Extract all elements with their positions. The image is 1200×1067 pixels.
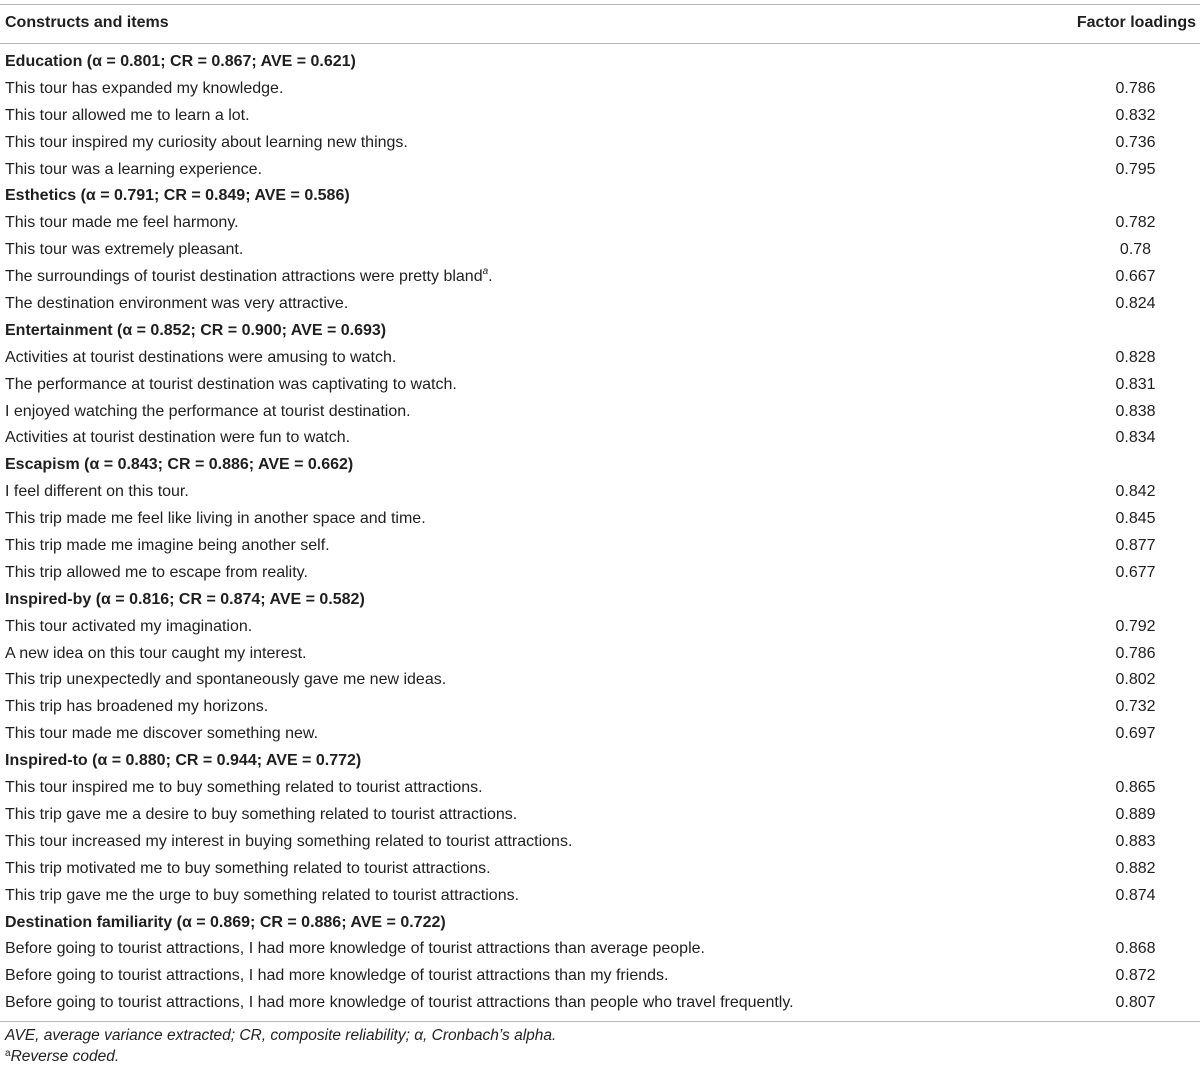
item-statement: This tour allowed me to learn a lot. (5, 106, 250, 124)
construct-name: Inspired-to (5, 752, 88, 770)
factor-loading-value: 0.842 (1115, 483, 1156, 501)
footnote-mark: a (5, 1048, 11, 1059)
construct-stats: (α = 0.852; CR = 0.900; AVE = 0.693) (117, 321, 387, 339)
item-statement: This tour made me discover something new. (5, 725, 319, 743)
construct-heading (5, 748, 361, 775)
table-row (0, 130, 1200, 157)
item-statement: The surroundings of tourist destination attractions were pretty bland (5, 268, 483, 286)
item-text (5, 641, 307, 668)
item-statement: This trip gave me the urge to buy something related to tourist attractions. (5, 886, 520, 904)
factor-loading-value: 0.845 (1115, 510, 1156, 528)
item-statement: This tour was extremely pleasant. (5, 241, 244, 259)
item-text (5, 372, 457, 399)
table-row (0, 506, 1200, 533)
item-text (5, 291, 348, 318)
construct-stats: (α = 0.791; CR = 0.849; AVE = 0.586) (80, 187, 350, 205)
construct-name: Entertainment (5, 321, 113, 339)
item-statement: This tour inspired me to buy something related to tourist attractions. (5, 779, 483, 797)
factor-loading-value: 0.78 (1119, 241, 1152, 259)
item-text (5, 775, 483, 802)
table-row (0, 560, 1200, 587)
construct-name: Esthetics (5, 187, 77, 205)
construct-stats: (α = 0.869; CR = 0.886; AVE = 0.722) (176, 913, 446, 931)
table-row (0, 802, 1200, 829)
item-statement: Activities at tourist destination were fun to watch. (5, 429, 351, 447)
item-statement: This trip made me feel like living in another space and time. (5, 510, 426, 528)
footnote-reverse-coded (5, 1048, 119, 1066)
item-statement: This tour made me feel harmony. (5, 214, 239, 232)
item-statement: The performance at tourist destination was captivating to watch. (5, 375, 457, 393)
item-statement: This tour has expanded my knowledge. (5, 79, 284, 97)
factor-loading-value: 0.807 (1115, 994, 1156, 1012)
table-row (0, 237, 1200, 264)
item-statement: This trip allowed me to escape from reality. (5, 563, 308, 581)
construct-row (0, 587, 1200, 614)
construct-row (0, 318, 1200, 345)
factor-loading-value: 0.874 (1115, 886, 1156, 904)
table-row (0, 614, 1200, 641)
construct-stats: (α = 0.880; CR = 0.944; AVE = 0.772) (92, 752, 362, 770)
item-text (5, 694, 268, 721)
construct-heading (5, 183, 350, 210)
item-text (5, 721, 318, 748)
factor-loading-value: 0.832 (1115, 106, 1156, 124)
table-row (0, 694, 1200, 721)
item-text (5, 479, 189, 506)
item-statement: This trip motivated me to buy something related to tourist attractions. (5, 859, 491, 877)
table-row (0, 721, 1200, 748)
table-row (0, 103, 1200, 130)
item-text (5, 990, 794, 1017)
table-row (0, 667, 1200, 694)
item-text (5, 130, 408, 157)
construct-heading (5, 49, 356, 76)
item-statement: Before going to tourist attractions, I had more knowledge of tourist attractions than my friends. (5, 967, 669, 985)
header-constructs-and-items: Constructs and items (5, 14, 169, 31)
header-factor-loadings: Factor loadings (1076, 14, 1196, 31)
factor-loading-value: 0.802 (1115, 671, 1156, 689)
construct-row (0, 183, 1200, 210)
item-text (5, 345, 396, 372)
item-text (5, 103, 250, 130)
construct-row (0, 49, 1200, 76)
table-row (0, 775, 1200, 802)
factor-loading-value: 0.882 (1115, 859, 1156, 877)
item-statement: Activities at tourist destinations were amusing to watch. (5, 348, 397, 366)
table-row (0, 399, 1200, 426)
item-suffix: . (488, 268, 493, 286)
factor-loading-value: 0.677 (1115, 563, 1156, 581)
factor-loading-value: 0.883 (1115, 832, 1156, 850)
item-text (5, 506, 426, 533)
header-rule (0, 43, 1200, 44)
table-row (0, 372, 1200, 399)
table-row (0, 425, 1200, 452)
item-text (5, 210, 239, 237)
item-statement: This trip has broadened my horizons. (5, 698, 269, 716)
construct-name: Education (5, 53, 83, 70)
item-text (5, 533, 330, 560)
table-row (0, 264, 1200, 291)
table-row (0, 76, 1200, 103)
factor-loading-value: 0.786 (1115, 644, 1156, 662)
item-text (5, 425, 350, 452)
table-row (0, 990, 1200, 1017)
factor-loading-value: 0.697 (1115, 725, 1156, 743)
factor-loading-value: 0.889 (1115, 805, 1156, 823)
item-statement: This trip gave me a desire to buy something related to tourist attractions. (5, 805, 518, 823)
factor-loading-value: 0.831 (1115, 375, 1156, 393)
table-header-row (0, 5, 1200, 43)
factor-loading-value: 0.792 (1115, 617, 1156, 635)
item-text (5, 883, 519, 910)
footnote-reverse-text: Reverse coded. (10, 1048, 120, 1065)
item-statement: This tour activated my imagination. (5, 617, 253, 635)
table-row (0, 291, 1200, 318)
factor-loading-value: 0.872 (1115, 967, 1156, 985)
factor-loading-value: 0.824 (1115, 295, 1156, 313)
item-text (5, 237, 243, 264)
factor-loading-value: 0.732 (1115, 698, 1156, 716)
item-statement: Before going to tourist attractions, I had more knowledge of tourist attractions than people who travel frequently. (5, 994, 794, 1012)
construct-row (0, 748, 1200, 775)
factor-loading-value: 0.667 (1115, 268, 1156, 286)
factor-loading-value: 0.795 (1115, 160, 1156, 178)
construct-name: Escapism (5, 456, 80, 474)
item-text (5, 963, 668, 990)
item-statement: I enjoyed watching the performance at tourist destination. (5, 402, 411, 420)
table-row (0, 157, 1200, 184)
table-row (0, 963, 1200, 990)
item-text (5, 667, 446, 694)
item-statement: The destination environment was very attractive. (5, 295, 349, 313)
item-statement: This tour increased my interest in buying something related to tourist attractions. (5, 832, 573, 850)
construct-name: Destination familiarity (5, 913, 173, 931)
construct-heading (5, 587, 365, 614)
construct-stats: (α = 0.843; CR = 0.886; AVE = 0.662) (84, 456, 354, 474)
construct-row (0, 452, 1200, 479)
construct-stats: (α = 0.816; CR = 0.874; AVE = 0.582) (95, 590, 365, 608)
factor-loading-value: 0.838 (1115, 402, 1156, 420)
table-row (0, 936, 1200, 963)
construct-heading (5, 452, 353, 479)
table-row (0, 829, 1200, 856)
factor-loading-value: 0.828 (1115, 348, 1156, 366)
factor-loading-value: 0.865 (1115, 779, 1156, 797)
item-statement: This trip unexpectedly and spontaneously gave me new ideas. (5, 671, 447, 689)
item-statement: A new idea on this tour caught my interest. (5, 644, 307, 662)
item-statement: This tour was a learning experience. (5, 160, 263, 178)
item-text (5, 560, 308, 587)
item-text (5, 76, 283, 103)
item-text (5, 802, 517, 829)
factor-loading-value: 0.834 (1115, 429, 1156, 447)
item-text (5, 157, 262, 184)
reverse-coded-mark: a (482, 265, 489, 277)
item-text (5, 936, 705, 963)
item-text (5, 399, 411, 426)
item-text (5, 614, 252, 641)
item-text (5, 829, 572, 856)
table-row (0, 883, 1200, 910)
construct-stats: (α = 0.801; CR = 0.867; AVE = 0.621) (86, 53, 356, 70)
factor-loading-value: 0.877 (1115, 537, 1156, 555)
bottom-rule (0, 1021, 1200, 1022)
table-row (0, 479, 1200, 506)
item-text (5, 856, 491, 883)
footnote-abbreviations: AVE, average variance extracted; CR, composite reliability; α, Cronbach’s alpha. (5, 1027, 557, 1044)
table-row (0, 533, 1200, 560)
factor-loading-value: 0.736 (1115, 133, 1156, 151)
item-statement: This trip made me imagine being another self. (5, 537, 330, 555)
item-statement: I feel different on this tour. (5, 483, 189, 501)
construct-heading (5, 910, 446, 937)
construct-row (0, 910, 1200, 937)
factor-loading-value: 0.786 (1115, 79, 1156, 97)
factor-loading-value: 0.782 (1115, 214, 1156, 232)
table-row (0, 345, 1200, 372)
construct-heading (5, 318, 386, 345)
table-row (0, 641, 1200, 668)
item-statement: Before going to tourist attractions, I had more knowledge of tourist attractions than average people. (5, 940, 705, 958)
table-body (0, 49, 1200, 1017)
table-row (0, 856, 1200, 883)
construct-name: Inspired-by (5, 590, 92, 608)
item-statement: This tour inspired my curiosity about learning new things. (5, 133, 408, 151)
factor-loading-value: 0.868 (1115, 940, 1156, 958)
table-row (0, 210, 1200, 237)
item-text (5, 264, 493, 291)
